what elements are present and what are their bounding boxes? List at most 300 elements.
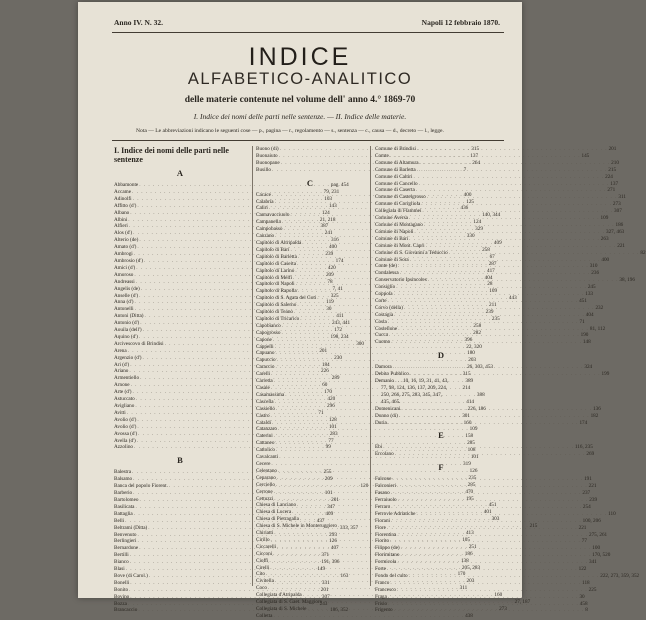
entry-pages: 221 <box>578 524 587 531</box>
letter-heading: B <box>177 455 183 466</box>
entry-pages: 203 <box>468 357 477 364</box>
entry-pages: 409 <box>325 510 334 517</box>
entry-name: Ciccarelli <box>256 543 277 550</box>
index-entry <box>256 430 474 440</box>
section-rule <box>112 140 504 141</box>
entry-pages: 105 <box>462 536 470 543</box>
entry-pages: 400 <box>601 256 610 263</box>
entry-name: Formicola <box>375 559 397 566</box>
entry-pages: 417 <box>486 267 495 274</box>
entry-name: Basilicata <box>114 503 135 510</box>
leader-dots <box>393 291 586 298</box>
index-entry <box>375 260 598 270</box>
entry-name: Amoroso <box>114 271 134 278</box>
entry-pages: 271 <box>607 187 616 194</box>
entry-name: Bertilli <box>114 552 129 559</box>
index-entry <box>375 173 613 181</box>
entry-name: Falconieri <box>375 483 397 490</box>
entry-name: Fasano <box>375 490 390 497</box>
leader-dots <box>418 181 611 188</box>
entry-pages: 307 <box>321 593 330 600</box>
issue-number: Anno IV. N. 32. <box>114 18 164 27</box>
page-subtitle: ALFABETICO-ANALITICO <box>187 70 413 88</box>
entry-pages: 109 <box>600 215 609 222</box>
leader-dots <box>448 250 641 257</box>
entry-name: Arte (d') <box>114 389 132 396</box>
entry-name: Cucca <box>375 332 388 339</box>
entry-pages: 30 <box>579 593 585 600</box>
entry-name: Cirillo <box>256 536 270 543</box>
entry-name: Bovino <box>114 593 130 600</box>
index-entry <box>375 531 608 539</box>
leader-dots <box>408 573 601 580</box>
entry-name: Comune di Corigliola <box>375 201 421 208</box>
entry-pages: 195 <box>465 495 474 502</box>
entry-pages: 7, 41 <box>332 285 343 292</box>
entry-name: Collegiata d'Atripalda <box>256 592 302 599</box>
entry-name: Capobianco <box>256 322 281 329</box>
entry-pages: 438 <box>465 612 473 619</box>
entry-name: Fondo del culto <box>375 572 408 579</box>
section-heading: I. Indice dei nomi delle parti nelle sentenze <box>114 146 229 164</box>
entry-pages: 119 <box>326 299 334 306</box>
index-entry <box>375 419 588 427</box>
entry-pages: 226, 186 <box>467 405 486 412</box>
entry-pages: 211 <box>488 302 497 309</box>
entry-name: Cataldi <box>256 419 271 426</box>
index-contents: I. Indice dei nomi delle parti nelle sentenze. — II. Indice delle materie. <box>193 112 407 121</box>
entry-name: Frigento <box>375 607 393 614</box>
index-entry <box>375 152 590 160</box>
entry-name: Capitolo di Barletta <box>256 253 297 260</box>
entry-name: Balsamo <box>114 476 133 483</box>
entry-name: Bernardone <box>114 545 139 552</box>
entry-name: Anna (d') <box>114 299 134 306</box>
entry-pages: 174 <box>579 419 588 426</box>
leader-dots <box>400 545 593 552</box>
entry-pages: 163 <box>340 572 349 579</box>
entry-name: Alfieri <box>114 223 128 230</box>
entry-pages: 458 <box>579 600 588 607</box>
entry-pages: 239 <box>325 251 334 258</box>
entry-pages: 437 <box>316 517 325 524</box>
entry-pages: 310 <box>589 263 598 270</box>
entry-name: Domenicani <box>375 405 401 412</box>
entry-pages: 160 <box>494 592 503 599</box>
entry-name: Condalessa <box>375 270 399 277</box>
entry-pages: 420 <box>327 264 336 271</box>
index-entry <box>375 572 640 580</box>
entry-name: Costa <box>375 318 387 325</box>
index-entry <box>375 228 625 236</box>
entry-pages: 300 <box>356 340 364 347</box>
entry-name: Caraccio <box>256 364 275 371</box>
index-entry <box>375 221 624 229</box>
entry-pages: 81, 112 <box>589 325 606 332</box>
entry-pages: 269 <box>586 451 595 458</box>
leader-dots <box>388 329 581 339</box>
entry-pages: 215 <box>608 166 617 173</box>
index-entry <box>375 559 597 566</box>
entry-name: Ercolano <box>375 451 394 458</box>
entry-name: Casamassima <box>256 391 285 398</box>
index-entry <box>375 364 593 371</box>
entry-pages: 319 <box>463 460 471 467</box>
index-entry <box>375 476 592 483</box>
entry-name: Anselle (d') <box>114 292 139 299</box>
entry-name: Catanzaro <box>256 426 278 433</box>
entry-pages: 237 <box>582 490 591 497</box>
index-entry <box>375 166 617 174</box>
entry-name: Collegiata di S. Michele <box>256 606 307 612</box>
entry-pages: 38, 196 <box>619 277 635 284</box>
entry-pages: 126 <box>469 467 478 474</box>
entry-pages: 27, 187 <box>514 599 531 606</box>
leader-dots <box>426 191 619 201</box>
entry-pages: 7 <box>463 166 467 173</box>
entry-name: Chiesa di Pietragalla <box>256 516 299 523</box>
index-entry <box>375 336 591 346</box>
entry-name: Cerciello <box>256 481 276 488</box>
leader-dots <box>400 552 593 559</box>
entry-name: Ariano <box>114 368 129 375</box>
entry-name: Berlingieri <box>114 538 137 545</box>
entry-pages: 451 <box>579 297 587 304</box>
entry-pages: 122 <box>578 566 587 573</box>
entry-name: Collegiata di S. Gaet. Maggiore <box>256 599 322 606</box>
entry-name: Antonio (d') <box>114 320 140 327</box>
entry-name: Andreassi <box>114 278 135 285</box>
index-entry <box>375 284 596 291</box>
entry-name: Bonito <box>114 586 129 593</box>
index-entry <box>375 586 597 594</box>
entry-name: Bartolomeo <box>114 496 139 503</box>
entry-pages: 118 <box>582 579 590 586</box>
entry-name: Cattolico <box>256 447 276 454</box>
entry-name: Ferraiuolo <box>375 496 397 503</box>
leader-dots <box>389 538 582 545</box>
entry-pages: 254 <box>582 503 591 510</box>
index-entry <box>375 198 621 208</box>
entry-pages: 191, 396 <box>321 559 340 566</box>
entry-name: Avossa (d') <box>114 430 138 437</box>
entry-pages: 289 <box>331 375 340 382</box>
entry-pages: 148 <box>582 339 591 346</box>
leader-dots <box>389 153 582 160</box>
entry-pages: 210 <box>611 159 619 166</box>
entry-name: Avolio (d') <box>114 423 137 430</box>
index-entry <box>375 405 601 413</box>
entry-name: Costagia <box>375 311 394 318</box>
leader-dots <box>387 601 580 608</box>
index-entry <box>375 593 585 601</box>
entry-name: Ambrogi <box>114 251 133 258</box>
abbreviations-note: Nota — Le abbreviazioni indicano le seguenti cose — p., pagina — r., regolamento — s., sentenza — c., causa — d., decreto — l., legge. <box>136 128 444 134</box>
leader-dots <box>408 215 601 222</box>
entry-pages: 100, 206 <box>582 517 601 524</box>
entry-pages: 341 <box>588 559 597 566</box>
entry-pages: 224 <box>605 173 613 180</box>
leader-dots <box>390 490 583 497</box>
entry-name: Florimitano <box>375 552 400 559</box>
entry-pages: 221 <box>617 242 625 249</box>
entry-pages: 275, 261 <box>588 531 608 538</box>
entry-name: Cerrone <box>256 488 273 495</box>
entry-name: Cirelli <box>256 564 270 571</box>
entry-name: Cassiello <box>256 405 276 412</box>
index-entry <box>375 412 599 420</box>
entry-pages: 125 <box>466 198 474 205</box>
index-entry <box>375 510 616 518</box>
entry-name: Capitolo di Teano <box>256 309 294 316</box>
entry-name: Coco <box>256 585 267 592</box>
entry-name: Cascella <box>256 398 274 405</box>
entry-pages: 203 <box>466 578 475 585</box>
entry-pages: 22, 320 <box>466 343 482 350</box>
index-entry <box>375 579 590 587</box>
index-entry <box>375 304 604 312</box>
index-entry <box>375 187 616 194</box>
leader-dots <box>412 174 605 181</box>
entry-name: Comune di Mont. Capri <box>375 242 425 249</box>
index-entry <box>375 215 609 222</box>
entry-pages: 82 <box>640 249 646 256</box>
entry-pages: 126 <box>329 538 337 545</box>
entry-pages: 78 <box>327 278 333 285</box>
entry-pages: 201 <box>331 496 339 503</box>
entry-name: Adinolfi <box>114 195 132 202</box>
index-entry <box>375 274 635 284</box>
index-entry <box>375 146 617 153</box>
entry-name: Capitolo di Melfi <box>256 274 293 281</box>
entry-pages: 303 <box>491 516 500 523</box>
entry-pages: 221 <box>588 483 597 490</box>
entry-pages: 443 <box>508 295 517 302</box>
entry-name: Astuccato <box>114 396 135 403</box>
entry-name: Chiesa di S. Michele in Monteruggiero <box>256 523 337 530</box>
entry-name: Cicconi <box>256 550 273 557</box>
entry-pages: 182 <box>590 412 599 419</box>
entry-pages: 136 <box>593 405 601 412</box>
leader-dots <box>403 305 596 312</box>
entry-pages: 71 <box>318 409 324 416</box>
leader-dots <box>415 511 608 518</box>
entry-name: Aquino (d') <box>114 333 138 340</box>
leader-dots <box>389 580 582 587</box>
entry-pages: 235 <box>491 315 500 322</box>
index-entry <box>256 423 478 433</box>
entry-pages: 138 <box>460 557 469 564</box>
entry-name: Cito <box>256 571 265 578</box>
leader-dots <box>387 420 580 427</box>
entry-pages: 331 <box>321 579 330 586</box>
entry-pages: 311 <box>459 585 468 592</box>
volume-description: delle materie contenute nel volume dell' anno 4.° 1869-70 <box>184 95 416 105</box>
entry-pages: pag. 454 <box>330 182 349 188</box>
entry-pages: 214 <box>462 385 471 391</box>
entry-pages: 79, 231 <box>323 188 340 195</box>
entry-pages: 101 <box>324 490 333 497</box>
entry-pages: 470 <box>465 488 474 495</box>
entry-pages: 243 <box>319 600 328 607</box>
entry-name: Ebi <box>375 444 383 451</box>
entry-pages: 120 <box>360 483 369 490</box>
entry-pages: 296 <box>327 403 335 409</box>
entry-name: Cecere <box>256 460 271 467</box>
entry-name: Avitti <box>114 409 126 416</box>
entry-name: Comune di Montagano <box>375 221 423 228</box>
entry-name: Capitolo di Salerno <box>256 302 297 309</box>
entry-pages: 347 <box>327 503 335 510</box>
entry-pages: 190 <box>580 332 589 339</box>
entry-name: Demanio . . . 10, 16, 19, 31, 41, 43, <box>375 378 449 385</box>
leader-dots <box>409 257 602 264</box>
entry-name: Ceparano <box>256 474 276 481</box>
entry-name: Albano <box>114 209 130 216</box>
entry-pages: 99 <box>325 444 331 451</box>
entry-pages: 215 <box>529 523 538 530</box>
entry-name: Comune di S. Giovanni a Teduccio <box>375 249 448 256</box>
entry-name: Campanella <box>256 219 281 226</box>
entry-name: Carelli <box>256 371 271 378</box>
index-entry <box>375 517 601 525</box>
entry-name: Caterini <box>256 433 273 440</box>
entry-pages: 324 <box>584 364 593 371</box>
entry-pages: 186 <box>464 550 473 557</box>
entry-pages: 315 <box>462 371 471 378</box>
entry-name: Capitolo di S. Agata dei Goti <box>256 295 317 302</box>
letter-heading: E <box>438 430 444 441</box>
entry-pages: 170, 520 <box>592 552 611 559</box>
entry-pages: 389 <box>465 378 474 385</box>
entry-pages: 327, 463 <box>605 228 625 235</box>
index-entry <box>375 607 588 614</box>
entry-name: Comte <box>375 152 389 159</box>
entry-pages: 263 <box>600 235 609 242</box>
entry-pages: 409 <box>493 239 502 246</box>
leader-dots <box>409 371 602 378</box>
entry-name: Debito Pubblico <box>375 371 409 378</box>
leader-dots <box>416 167 609 174</box>
entry-name: Filippo (de) <box>375 545 400 552</box>
index-entry <box>375 545 601 552</box>
index-entry <box>114 182 349 189</box>
leader-dots <box>425 243 618 250</box>
entry-name: Damora <box>375 364 392 371</box>
entry-pages: 160 <box>463 419 472 426</box>
entry-name: Alterio (de) <box>114 237 139 244</box>
leader-dots <box>396 483 589 490</box>
entry-name: Comune di Napoli <box>375 228 414 235</box>
entry-name: Capogrosso <box>256 329 281 336</box>
entry-pages: 258 <box>482 246 490 253</box>
entry-pages: 77 <box>581 538 587 545</box>
entry-name: Buonaiuto <box>256 152 278 159</box>
index-entry <box>256 354 477 364</box>
entry-name: Abbamonte <box>114 182 139 188</box>
entry-name: Capitolo di Caserta <box>256 260 297 267</box>
entry-pages: 158 <box>465 433 474 440</box>
leader-dots <box>419 160 612 167</box>
index-entry <box>375 503 591 511</box>
entry-pages: 201 <box>320 586 329 593</box>
leader-dots <box>387 594 580 601</box>
entry-pages: 400 <box>329 244 337 251</box>
entry-pages: 414 <box>466 398 474 405</box>
entry-name: Ari (d') <box>114 361 130 368</box>
leader-dots <box>408 236 601 243</box>
entry-pages: 301 <box>462 412 470 419</box>
index-entry <box>375 490 591 497</box>
entry-pages: 413 <box>465 530 474 537</box>
entry-pages: 67 <box>489 253 495 260</box>
entry-name: Comune Aversa <box>375 215 408 222</box>
entry-pages: 235 <box>468 474 477 481</box>
entry-pages: 311 <box>618 194 626 201</box>
entry-name: Capitolo di Napoli <box>256 281 295 288</box>
entry-pages: 226 <box>321 368 329 375</box>
leader-dots <box>387 298 580 305</box>
entry-pages: 186 <box>615 221 624 228</box>
entry-pages: 77 <box>328 437 334 444</box>
entry-pages: 401 <box>483 509 492 516</box>
entry-name: Cacace <box>256 191 271 198</box>
entry-pages: 137 <box>470 152 479 159</box>
leader-dots <box>396 559 589 566</box>
entry-pages: 387 <box>320 223 329 230</box>
entry-name: Comune di Brindisi <box>375 146 416 152</box>
entry-pages: 407 <box>330 545 339 552</box>
leader-dots <box>394 451 587 458</box>
entry-name: Civitella <box>256 578 274 585</box>
index-entry <box>256 460 471 468</box>
entry-name: Consiglio <box>375 284 396 291</box>
entry-pages: 243, 441 <box>331 320 351 327</box>
letter-heading: D <box>437 350 445 361</box>
entry-pages: 307 <box>614 208 622 215</box>
entry-name: Belli <box>114 517 125 524</box>
entry-pages: 315 <box>471 146 480 152</box>
leader-dots <box>390 518 583 525</box>
entry-name: Avella (d') <box>114 437 136 444</box>
entry-name: Fiorentina <box>375 531 397 538</box>
entry-pages: 184 <box>321 361 330 368</box>
entry-pages: 109 <box>489 288 498 295</box>
document-page <box>78 2 646 619</box>
entry-pages: 137 <box>610 180 619 187</box>
entry-name: Casale <box>256 385 270 391</box>
leader-dots <box>393 607 586 614</box>
entry-pages: 124 <box>321 209 330 216</box>
entry-pages: 172 <box>334 327 343 334</box>
entry-pages: 232 <box>595 304 604 311</box>
entry-pages: 420 <box>327 396 336 403</box>
entry-name: Campobasso <box>256 226 283 233</box>
entry-name: Capone <box>256 336 272 343</box>
entry-pages: 241 <box>324 230 333 237</box>
entry-pages-continued: 435, 465. <box>381 398 401 405</box>
leader-dots <box>420 198 613 208</box>
entry-name: Busillo <box>256 166 271 173</box>
entry-name: Cavalcanti <box>256 454 279 461</box>
entry-pages: 264 <box>472 159 481 166</box>
index-entry <box>375 451 595 458</box>
entry-name: Donno (di) <box>375 412 398 419</box>
entry-name: Avolio (d') <box>114 416 137 423</box>
entry-pages: 282 <box>473 329 481 336</box>
entry-pages: 60 <box>322 382 328 389</box>
entry-name: Falcone <box>375 476 392 483</box>
